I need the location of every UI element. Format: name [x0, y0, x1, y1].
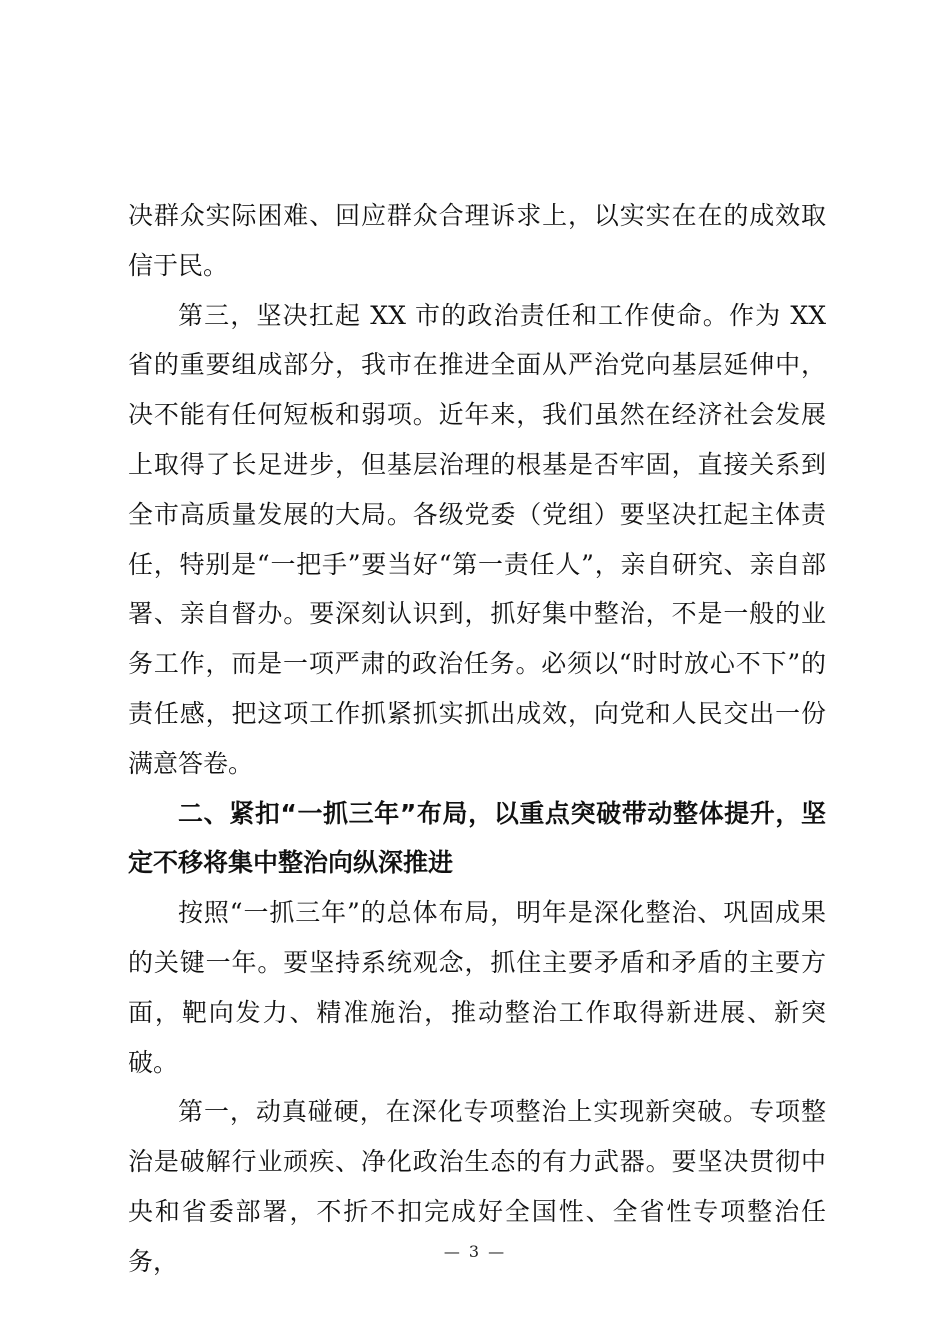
- paragraph-section-intro: 按照“一抓三年”的总体布局，明年是深化整治、巩固成果的关键一年。要坚持系统观念，抓住主要矛盾和矛盾的主要方面，靶向发力、精准施治，推动整治工作取得新进展、新突破。: [128, 898, 826, 1077]
- section-heading-two: 二、紧扣“一抓三年”布局，以重点突破带动整体提升，坚定不移将集中整治向纵深推进: [128, 798, 826, 878]
- paragraph-continuation: 决群众实际困难、回应群众合理诉求上，以实实在在的成效取信于民。: [128, 201, 826, 280]
- document-body: [128, 191, 826, 1287]
- paragraph-third-point: 第三，坚决扛起 XX 市的政治责任和工作使命。作为 XX 省的重要组成部分，我市在推进全面从严治党向基层延伸中，决不能有任何短板和弱项。近年来，我们虽然在经济社会发展上取得了长足进步，但基层治理的根基是否牢固，直接关系到全市高质量发展的大局。各级党委（党组）要坚决扛起主体责任，特别是“一把手”要当好“第一责任人”，亲自研究、亲自部署、亲自督办。要深刻认识到，抓好集中整治，不是一般的业务工作，而是一项严肃的政治任务。必须以“时时放心不下”的责任感，把这项工作抓紧抓实抓出成效，向党和人民交出一份满意答卷。: [128, 300, 826, 778]
- paragraph-first-point: 第一，动真碰硬，在深化专项整治上实现新突破。专项整治是破解行业顽疾、净化政治生态的有力武器。要坚决贯彻中央和省委部署，不折不扣完成好全国性、全省性专项整治任务，: [128, 1097, 826, 1276]
- page-number: — 3 —: [443, 1242, 507, 1261]
